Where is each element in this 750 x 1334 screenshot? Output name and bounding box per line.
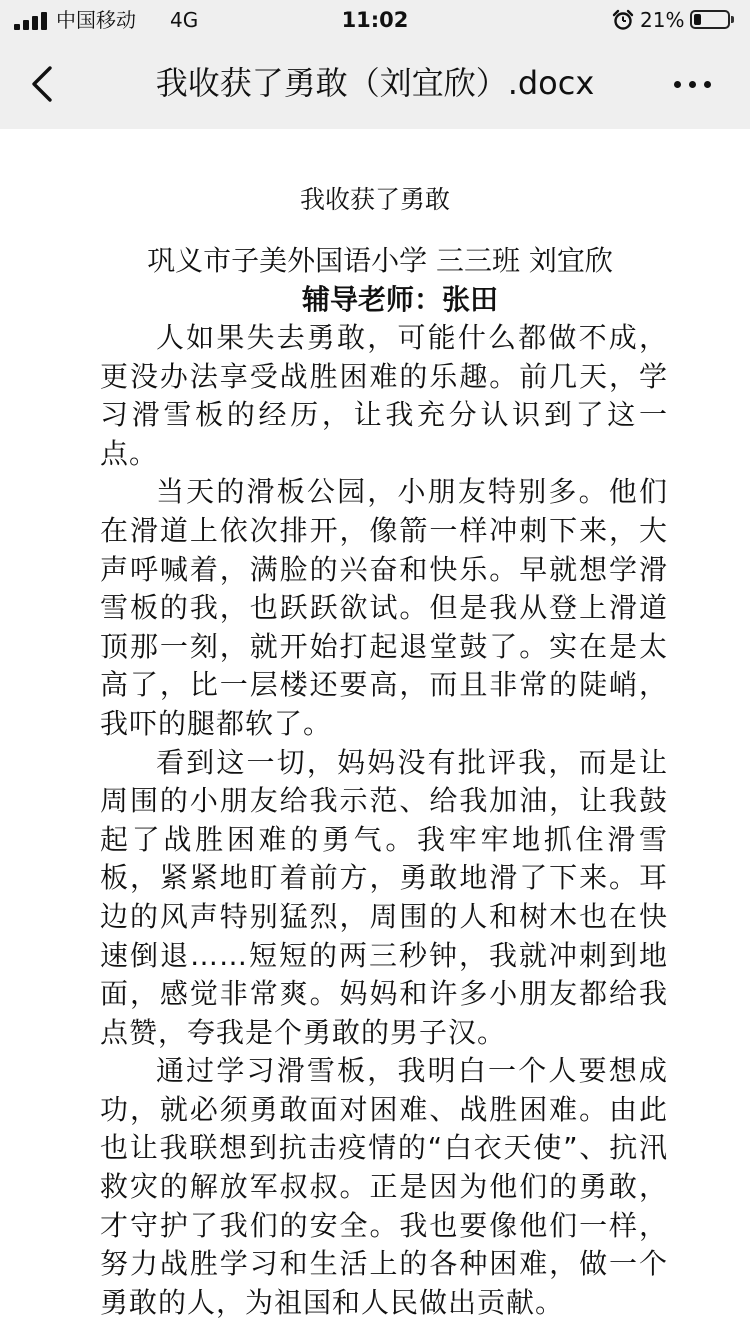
- navigation-bar: [0, 40, 750, 129]
- paragraph: 当天的滑板公园，小朋友特别多。他们在滑道上依次排开，像箭一样冲刺下来，大声呼喊着，满脸的兴奋和快乐。早就想学滑雪板的我，也跃跃欲试。但是我从登上滑道顶那一刻，就开始打起退堂鼓了。实在是太高了，比一层楼还要高，而且非常的陡峭，我吓的腿都软了。: [100, 475, 668, 740]
- paragraph: 看到这一切，妈妈没有批评我，而是让周围的小朋友给我示范、给我加油，让我鼓起了战胜困难的勇气。我牢牢地抓住滑雪板，紧紧地盯着前方，勇敢地滑了下来。耳边的风声特别猛烈，周围的人和树木也在快速倒退……短短的两三秒钟，我就冲刺到地面，感觉非常爽。妈妈和许多小朋友都给我点赞，夸我是个勇敢的男子汉。: [100, 745, 668, 1049]
- more-dot: [704, 81, 711, 88]
- network-type: 4G: [170, 8, 199, 32]
- alarm-clock-icon: [612, 9, 634, 31]
- more-dot: [674, 81, 681, 88]
- document-content[interactable]: [0, 129, 750, 1334]
- more-options-button[interactable]: [664, 64, 720, 104]
- paragraph: 人如果失去勇敢，可能什么都做不成，更没办法享受战胜困难的乐趣。前几天，学习滑雪板的经历，让我充分认识到了这一点。: [100, 321, 668, 470]
- document-body: [100, 319, 668, 1322]
- battery-icon: [690, 10, 730, 29]
- carrier-name: 中国移动: [56, 8, 136, 32]
- back-button[interactable]: [20, 58, 66, 110]
- author-line: 巩义市子美外国语小学 三三班 刘宜欣: [147, 244, 613, 277]
- document-filename-title: 我收获了勇敢（刘宜欣）.docx: [155, 64, 595, 102]
- status-bar: [0, 0, 750, 40]
- paragraph: 通过学习滑雪板，我明白一个人要想成功，就必须勇敢面对困难、战胜困难。由此也让我联想到抗击疫情的“白衣天使”、抗汛救灾的解放军叔叔。正是因为他们的勇敢，才守护了我们的安全。我也要像他们一样，努力战胜学习和生活上的各种困难，做一个勇敢的人，为祖国和人民做出贡献。: [100, 1054, 668, 1319]
- document-title: 我收获了勇敢: [299, 185, 450, 214]
- clock-time: 11:02: [341, 8, 409, 32]
- battery-cap: [731, 16, 734, 23]
- battery-level-fill: [694, 14, 701, 25]
- more-dot: [689, 81, 696, 88]
- teacher-line: 辅导老师：张田: [301, 283, 498, 316]
- battery-percent: 21%: [640, 8, 685, 32]
